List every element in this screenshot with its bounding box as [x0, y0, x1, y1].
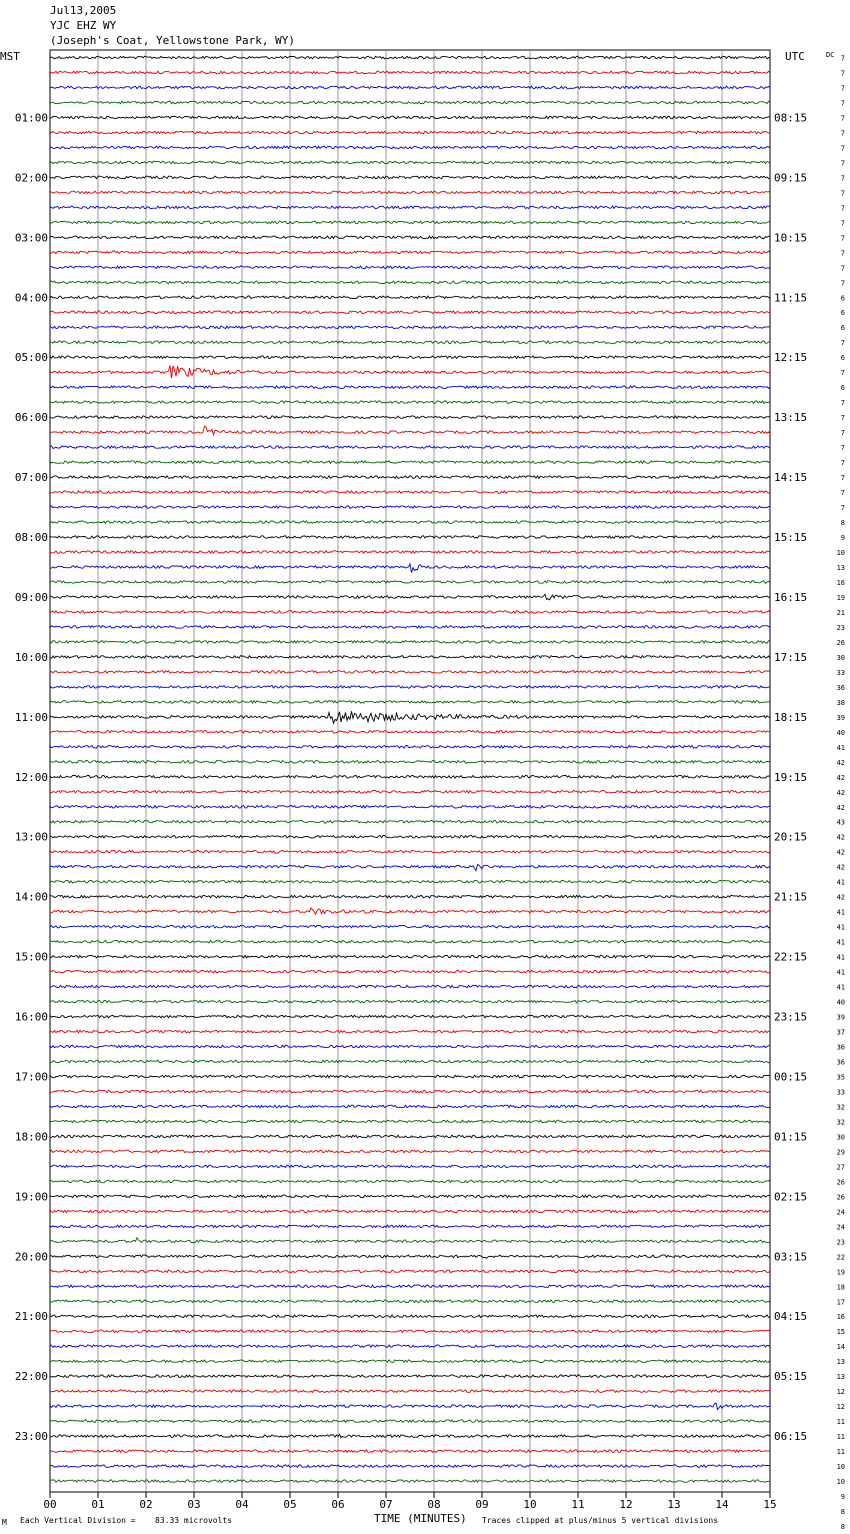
trace-82	[50, 1285, 770, 1288]
x-tick-label: 13	[667, 1498, 681, 1511]
dc-offset-value: 7	[840, 249, 845, 258]
dc-offset-value: 26	[836, 638, 845, 647]
trace-72	[50, 1135, 770, 1138]
x-tick-label: 10	[523, 1498, 537, 1511]
right-hour-label: 12:15	[774, 351, 808, 365]
dc-offset-value: 41	[836, 743, 845, 752]
trace-41	[50, 671, 770, 674]
right-hour-label: 00:15	[774, 1070, 808, 1084]
trace-27	[50, 461, 770, 464]
dc-offset-value: 9	[840, 534, 845, 543]
trace-35	[50, 581, 770, 584]
dc-offset-value: 15	[836, 1328, 845, 1337]
trace-73	[50, 1150, 770, 1153]
right-hour-label: 17:15	[774, 650, 808, 664]
left-hour-label: 20:00	[14, 1250, 48, 1264]
x-tick-label: 05	[283, 1498, 297, 1511]
trace-69	[50, 1090, 770, 1093]
trace-86	[50, 1345, 770, 1348]
trace-51	[50, 820, 770, 823]
vertical-division-label: Each Vertical Division =	[20, 1516, 136, 1525]
trace-20	[50, 356, 770, 359]
left-hour-label: 11:00	[14, 710, 48, 724]
dc-offset-value: 39	[836, 713, 845, 722]
trace-17	[50, 311, 770, 314]
dc-offset-value: 13	[836, 1358, 845, 1367]
dc-offset-value: 13	[836, 563, 845, 572]
trace-28	[50, 476, 770, 479]
trace-13	[50, 251, 770, 254]
trace-58	[50, 925, 770, 928]
vertical-division-value: 83.33 microvolts	[155, 1516, 233, 1525]
dc-offset-value: 7	[840, 414, 845, 423]
trace-92	[50, 1434, 770, 1437]
left-hour-label: 05:00	[14, 351, 48, 365]
trace-68	[50, 1075, 770, 1078]
x-tick-label: 02	[139, 1498, 153, 1511]
row-labels	[15, 55, 845, 1534]
dc-offset-value: 7	[840, 129, 845, 138]
right-hour-label: 10:15	[774, 231, 808, 245]
left-hour-label: 07:00	[14, 471, 48, 485]
trace-48	[50, 776, 770, 779]
dc-offset-value: 12	[836, 1388, 845, 1397]
dc-offset-value: 7	[840, 99, 845, 108]
trace-36	[50, 594, 770, 600]
trace-16	[50, 296, 770, 299]
right-hour-label: 02:15	[774, 1190, 808, 1204]
right-hour-label: 06:15	[774, 1430, 808, 1444]
trace-34	[50, 564, 770, 573]
dc-offset-value: 38	[836, 698, 845, 707]
dc-offset-value: 8	[840, 1523, 845, 1532]
left-hour-label: 15:00	[14, 950, 48, 964]
trace-30	[50, 506, 770, 509]
trace-6	[50, 146, 770, 149]
trace-94	[50, 1465, 770, 1468]
dc-offset-value: 8	[840, 519, 845, 528]
trace-90	[50, 1403, 770, 1410]
left-hour-label: 17:00	[14, 1070, 48, 1084]
trace-53	[50, 850, 770, 853]
left-hour-label: 13:00	[14, 830, 48, 844]
x-tick-label: 04	[235, 1498, 249, 1511]
dc-offset-value: 7	[840, 459, 845, 468]
dc-offset-value: 41	[836, 953, 845, 962]
left-hour-label: 16:00	[14, 1010, 48, 1024]
left-hour-label: 23:00	[14, 1430, 48, 1444]
dc-offset-value: 36	[836, 1058, 845, 1067]
dc-offset-value: 7	[840, 69, 845, 78]
dc-offset-value: 39	[836, 1013, 845, 1022]
dc-offset-value: 6	[840, 354, 845, 363]
dc-offset-value: 26	[836, 1193, 845, 1202]
trace-39	[50, 641, 770, 644]
trace-50	[50, 806, 770, 809]
right-hour-label: 13:15	[774, 411, 808, 425]
trace-89	[50, 1390, 770, 1393]
right-hour-label: 20:15	[774, 830, 808, 844]
xaxis-title: TIME (MINUTES)	[374, 1512, 467, 1525]
trace-60	[50, 955, 770, 958]
dc-offset-value: 41	[836, 923, 845, 932]
dc-offset-value: 42	[836, 788, 845, 797]
dc-offset-value: 6	[840, 294, 845, 303]
dc-offset-value: 41	[836, 938, 845, 947]
trace-2	[50, 86, 770, 89]
trace-91	[50, 1420, 770, 1423]
right-hour-label: 01:15	[774, 1130, 808, 1144]
dc-offset-value: 24	[836, 1208, 845, 1217]
dc-offset-value: 36	[836, 1043, 845, 1052]
trace-32	[50, 536, 770, 539]
x-tick-label: 07	[379, 1498, 393, 1511]
trace-71	[50, 1120, 770, 1123]
dc-offset-value: 7	[840, 159, 845, 168]
right-hour-label: 03:15	[774, 1250, 808, 1264]
dc-offset-value: 19	[836, 1268, 845, 1277]
dc-offset-value: 32	[836, 1118, 845, 1127]
trace-56	[50, 895, 770, 898]
left-hour-label: 19:00	[14, 1190, 48, 1204]
trace-1	[50, 71, 770, 74]
trace-85	[50, 1330, 770, 1333]
trace-74	[50, 1165, 770, 1168]
x-tick-label: 06	[331, 1498, 345, 1511]
trace-23	[50, 401, 770, 404]
left-hour-label: 14:00	[14, 890, 48, 904]
dc-offset-value: 24	[836, 1223, 845, 1232]
dc-offset-value: 11	[836, 1418, 845, 1427]
trace-7	[50, 161, 770, 164]
dc-offset-value: 41	[836, 983, 845, 992]
dc-offset-value: 37	[836, 1028, 845, 1037]
dc-offset-value: 26	[836, 1178, 845, 1187]
trace-47	[50, 761, 770, 764]
dc-offset-value: 33	[836, 668, 845, 677]
dc-offset-value: 16	[836, 1313, 845, 1322]
trace-11	[50, 221, 770, 224]
dc-offset-value: 42	[836, 758, 845, 767]
right-hour-label: 05:15	[774, 1370, 808, 1384]
left-hour-label: 22:00	[14, 1370, 48, 1384]
trace-31	[50, 521, 770, 524]
dc-offset-value: 33	[836, 1088, 845, 1097]
trace-62	[50, 985, 770, 988]
trace-0	[50, 56, 770, 59]
dc-offset-value: 7	[840, 279, 845, 288]
trace-80	[50, 1255, 770, 1258]
right-hour-label: 15:15	[774, 531, 808, 545]
trace-21	[50, 365, 770, 378]
trace-61	[50, 970, 770, 973]
dc-offset-value: 7	[840, 489, 845, 498]
dc-offset-value: 36	[836, 683, 845, 692]
dc-offset-value: 19	[836, 593, 845, 602]
trace-14	[50, 266, 770, 269]
trace-19	[50, 341, 770, 344]
left-hour-label: 10:00	[14, 650, 48, 664]
dc-offset-value: 7	[840, 114, 845, 123]
trace-64	[50, 1015, 770, 1018]
dc-offset-value: 29	[836, 1148, 845, 1157]
trace-88	[50, 1375, 770, 1378]
right-hour-label: 16:15	[774, 590, 808, 604]
left-hour-label: 08:00	[14, 531, 48, 545]
dc-offset-value: 6	[840, 384, 845, 393]
right-hour-label: 09:15	[774, 171, 808, 185]
dc-offset-value: 40	[836, 998, 845, 1007]
trace-59	[50, 940, 770, 943]
left-hour-label: 09:00	[14, 590, 48, 604]
dc-offset-value: 6	[840, 309, 845, 318]
x-tick-label: 14	[715, 1498, 729, 1511]
station-location: (Joseph's Coat, Yellowstone Park, WY)	[50, 34, 296, 47]
x-tick-label: 03	[187, 1498, 201, 1511]
dc-offset-value: 40	[836, 728, 845, 737]
trace-65	[50, 1030, 770, 1033]
trace-26	[50, 446, 770, 449]
seismic-traces	[50, 56, 770, 1482]
x-tick-label: 08	[427, 1498, 441, 1511]
dc-offset-value: 42	[836, 773, 845, 782]
dc-offset-value: 7	[840, 429, 845, 438]
trace-95	[50, 1480, 770, 1483]
trace-55	[50, 880, 770, 883]
trace-84	[50, 1315, 770, 1318]
left-hour-label: 01:00	[14, 111, 48, 125]
dc-offset-value: 13	[836, 1373, 845, 1382]
trace-9	[50, 191, 770, 194]
dc-offset-value: 6	[840, 324, 845, 333]
dc-offset-value: 7	[840, 234, 845, 243]
trace-4	[50, 116, 770, 119]
dc-offset-value: 7	[840, 474, 845, 483]
trace-33	[50, 551, 770, 554]
trace-8	[50, 176, 770, 179]
dc-offset-value: 17	[836, 1298, 845, 1307]
right-hour-label: 14:15	[774, 471, 808, 485]
dc-offset-value: 7	[840, 219, 845, 228]
dc-offset-value: 32	[836, 1103, 845, 1112]
dc-offset-value: 14	[836, 1343, 845, 1352]
dc-offset-value: 11	[836, 1433, 845, 1442]
dc-offset-value: 23	[836, 1238, 845, 1247]
left-hour-label: 18:00	[14, 1130, 48, 1144]
trace-40	[50, 656, 770, 659]
dc-offset-value: 30	[836, 653, 845, 662]
dc-offset-value: 7	[840, 144, 845, 153]
right-hour-label: 18:15	[774, 710, 808, 724]
dc-offset-value: 35	[836, 1073, 845, 1082]
left-hour-label: 06:00	[14, 411, 48, 425]
left-hour-label: 02:00	[14, 171, 48, 185]
trace-45	[50, 731, 770, 734]
trace-77	[50, 1210, 770, 1213]
trace-93	[50, 1450, 770, 1453]
trace-25	[50, 426, 770, 435]
trace-10	[50, 206, 770, 209]
right-hour-label: 08:15	[774, 111, 808, 125]
dc-offset-value: 8	[840, 1508, 845, 1517]
trace-75	[50, 1180, 770, 1183]
left-timezone-label: MST	[0, 50, 20, 63]
trace-12	[50, 236, 770, 239]
trace-57	[50, 908, 770, 914]
trace-66	[50, 1045, 770, 1048]
trace-63	[50, 1000, 770, 1003]
trace-87	[50, 1360, 770, 1363]
trace-81	[50, 1270, 770, 1273]
dc-offset-value: 10	[836, 1478, 845, 1487]
dc-offset-value: 7	[840, 339, 845, 348]
dc-offset-value: 10	[836, 549, 845, 558]
dc-offset-value: 27	[836, 1163, 845, 1172]
station-name: YJC EHZ WY	[50, 19, 117, 32]
left-hour-label: 04:00	[14, 291, 48, 305]
trace-76	[50, 1195, 770, 1198]
right-timezone-label: UTC	[785, 50, 805, 63]
dc-offset-value: 42	[836, 893, 845, 902]
x-tick-label: 09	[475, 1498, 489, 1511]
left-hour-label: 21:00	[14, 1310, 48, 1324]
trace-67	[50, 1060, 770, 1063]
dc-offset-value: 41	[836, 908, 845, 917]
trace-29	[50, 491, 770, 494]
dc-offset-value: 18	[836, 1283, 845, 1292]
dc-offset-value: 42	[836, 863, 845, 872]
right-hour-label: 23:15	[774, 1010, 808, 1024]
dc-offset-value: 7	[840, 264, 845, 273]
dc-offset-value: 7	[840, 84, 845, 93]
trace-52	[50, 835, 770, 838]
record-date: Jul13,2005	[50, 4, 117, 17]
dc-offset-value: 7	[840, 504, 845, 513]
trace-38	[50, 626, 770, 629]
trace-22	[50, 386, 770, 389]
dc-offset-value: 11	[836, 1448, 845, 1457]
dc-label: DC	[826, 51, 835, 59]
dc-offset-value: 22	[836, 1253, 845, 1262]
dc-offset-value: 42	[836, 848, 845, 857]
right-hour-label: 22:15	[774, 950, 808, 964]
dc-offset-value: 21	[836, 608, 845, 617]
dc-offset-value: 42	[836, 833, 845, 842]
trace-15	[50, 281, 770, 284]
right-hour-label: 11:15	[774, 291, 808, 305]
trace-83	[50, 1300, 770, 1303]
right-hour-label: 21:15	[774, 890, 808, 904]
x-tick-label: 00	[43, 1498, 57, 1511]
dc-offset-value: 9	[840, 1493, 845, 1502]
left-hour-label: 03:00	[14, 231, 48, 245]
trace-18	[50, 326, 770, 329]
trace-78	[50, 1225, 770, 1228]
x-tick-label: 11	[571, 1498, 585, 1511]
trace-43	[50, 701, 770, 704]
dc-offset-value: 7	[840, 369, 845, 378]
left-hour-label: 12:00	[14, 770, 48, 784]
dc-offset-value: 10	[836, 1463, 845, 1472]
dc-offset-value: 7	[840, 54, 845, 63]
trace-42	[50, 686, 770, 689]
dc-offset-value: 42	[836, 803, 845, 812]
trace-37	[50, 611, 770, 614]
dc-offset-value: 41	[836, 878, 845, 887]
dc-offset-value: 12	[836, 1403, 845, 1412]
trace-5	[50, 131, 770, 134]
dc-offset-value: 43	[836, 818, 845, 827]
dc-offset-value: 7	[840, 444, 845, 453]
x-tick-label: 15	[763, 1498, 777, 1511]
time-axis	[43, 1492, 776, 1511]
trace-54	[50, 865, 770, 871]
trace-70	[50, 1105, 770, 1108]
trace-3	[50, 101, 770, 104]
corner-mark: M	[2, 1518, 7, 1527]
x-tick-label: 12	[619, 1498, 633, 1511]
right-hour-label: 04:15	[774, 1310, 808, 1324]
dc-offset-value: 7	[840, 204, 845, 213]
trace-49	[50, 791, 770, 794]
dc-offset-value: 23	[836, 623, 845, 632]
trace-46	[50, 746, 770, 749]
dc-offset-value: 7	[840, 174, 845, 183]
dc-offset-value: 7	[840, 399, 845, 408]
trace-44	[50, 711, 770, 723]
trace-79	[50, 1238, 770, 1243]
x-tick-label: 01	[91, 1498, 105, 1511]
right-hour-label: 19:15	[774, 770, 808, 784]
dc-offset-value: 41	[836, 968, 845, 977]
dc-offset-value: 30	[836, 1133, 845, 1142]
dc-offset-value: 16	[836, 578, 845, 587]
dc-offset-value: 7	[840, 189, 845, 198]
trace-24	[50, 416, 770, 419]
clip-note: Traces clipped at plus/minus 5 vertical divisions	[482, 1516, 719, 1525]
